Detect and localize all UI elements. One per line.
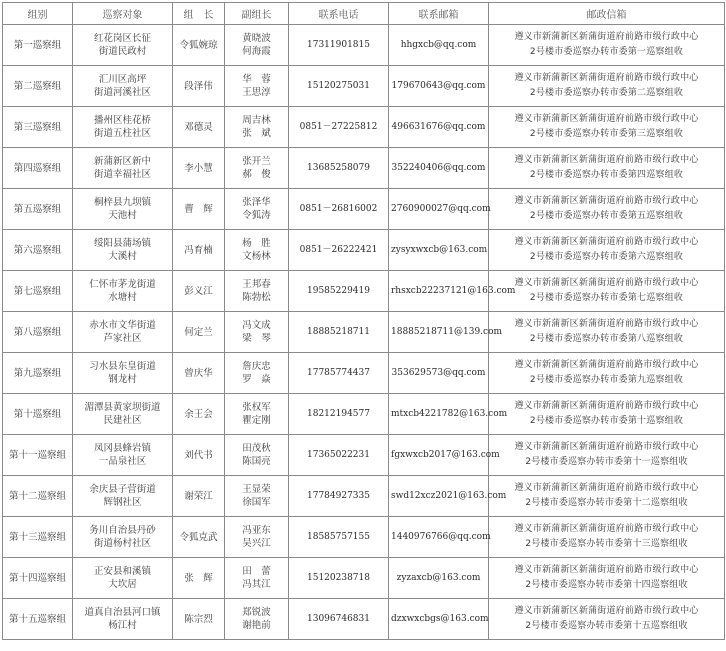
address-recipient: 第十五巡察组收	[623, 621, 688, 631]
deputy-name: 何海霞	[242, 46, 271, 57]
email-cell: hhgxcb@qq.com	[389, 25, 489, 66]
target-line: 街道民政村	[98, 46, 147, 57]
leader-cell: 张 辉	[173, 558, 225, 599]
target-line: 街道五柱社区	[93, 128, 151, 139]
address-prefix: 2号楼市委巡察办转市委	[525, 498, 624, 508]
group-cell: 第二巡察组	[3, 66, 73, 107]
address-line: 遵义市新蒲新区新蒲街道府前路市级行政中心	[514, 237, 699, 247]
address-line	[491, 414, 722, 429]
group-cell: 第十三巡察组	[3, 517, 73, 558]
email-cell: 353629573@qq.com	[389, 353, 489, 394]
email-cell: 352240406@qq.com	[389, 148, 489, 189]
email-cell: 18885218711@139.com	[389, 312, 489, 353]
inspection-groups-table	[2, 2, 725, 640]
address-prefix: 2号楼市委巡察办转市委	[529, 47, 628, 57]
target-cell	[73, 271, 173, 312]
address-line: 遵义市新蒲新区新蒲街道府前路市级行政中心	[514, 278, 699, 288]
deputy-cell	[225, 107, 289, 148]
deputy-name: 瞿定刚	[242, 415, 271, 426]
header-group: 组别	[3, 3, 73, 25]
address-recipient: 第二巡察组收	[627, 88, 684, 98]
phone-cell: 0851－26222421	[289, 230, 389, 271]
leader-cell: 余王会	[173, 394, 225, 435]
postal-address-cell	[489, 189, 725, 230]
leader-cell: 彭义江	[173, 271, 225, 312]
deputy-name: 谢艳前	[242, 620, 271, 631]
address-recipient: 第十三巡察组收	[623, 539, 688, 549]
table-row	[3, 517, 725, 558]
postal-address-cell	[489, 25, 725, 66]
address-line	[491, 537, 722, 552]
leader-cell: 李小慧	[173, 148, 225, 189]
postal-address-cell	[489, 599, 725, 640]
table-row	[3, 230, 725, 271]
group-cell: 第五巡察组	[3, 189, 73, 230]
deputy-name: 黄晓波	[242, 33, 271, 44]
postal-address-cell	[489, 107, 725, 148]
target-line: 凤冈县蜂岩镇	[93, 443, 151, 454]
address-line: 遵义市新蒲新区新蒲街道府前路市级行政中心	[514, 73, 699, 83]
deputy-name: 张泽华	[242, 197, 271, 208]
deputy-name: 罗 焱	[242, 374, 271, 385]
email-cell: fgxwxcb2017@163.com	[389, 435, 489, 476]
target-line: 桐梓县九坝镇	[93, 197, 151, 208]
target-cell	[73, 599, 173, 640]
target-cell	[73, 435, 173, 476]
postal-address-cell	[489, 517, 725, 558]
phone-cell: 17785774437	[289, 353, 389, 394]
postal-address-cell	[489, 148, 725, 189]
email-cell: 2760900027@qq.com	[389, 189, 489, 230]
deputy-name: 冯其江	[242, 579, 271, 590]
target-line: 街道杨村社区	[93, 538, 151, 549]
target-line: 习水县东皇街道	[89, 361, 156, 372]
phone-cell: 18885218711	[289, 312, 389, 353]
deputy-cell	[225, 517, 289, 558]
postal-address-cell	[489, 435, 725, 476]
target-line: 红花岗区长征	[93, 33, 151, 44]
address-line	[491, 209, 722, 224]
address-prefix: 2号楼市委巡察办转市委	[529, 416, 628, 426]
table-row	[3, 435, 725, 476]
address-line	[491, 373, 722, 388]
address-line	[491, 578, 722, 593]
target-cell	[73, 476, 173, 517]
table-row	[3, 312, 725, 353]
phone-cell: 17311901815	[289, 25, 389, 66]
phone-cell: 13685258079	[289, 148, 389, 189]
address-line: 遵义市新蒲新区新蒲街道府前路市级行政中心	[514, 483, 699, 493]
leader-cell: 曾庆华	[173, 353, 225, 394]
address-recipient: 第四巡察组收	[627, 170, 684, 180]
leader-cell: 何定兰	[173, 312, 225, 353]
group-cell: 第十四巡察组	[3, 558, 73, 599]
table-row	[3, 271, 725, 312]
deputy-cell	[225, 25, 289, 66]
address-line: 遵义市新蒲新区新蒲街道府前路市级行政中心	[514, 360, 699, 370]
postal-address-cell	[489, 394, 725, 435]
target-cell	[73, 230, 173, 271]
header-email: 联系邮箱	[389, 3, 489, 25]
address-prefix: 2号楼市委巡察办转市委	[525, 621, 624, 631]
target-line: 天池村	[108, 210, 137, 221]
phone-cell: 18212194577	[289, 394, 389, 435]
address-recipient: 第十一巡察组收	[623, 457, 688, 467]
table-row	[3, 476, 725, 517]
deputy-name: 令狐涛	[242, 210, 271, 221]
deputy-name: 陈勃松	[242, 292, 271, 303]
target-line: 街道河溪社区	[93, 87, 151, 98]
address-line: 遵义市新蒲新区新蒲街道府前路市级行政中心	[514, 524, 699, 534]
phone-cell: 19585229419	[289, 271, 389, 312]
group-cell: 第四巡察组	[3, 148, 73, 189]
target-line: 正安县和溪镇	[93, 566, 151, 577]
deputy-name: 王显荣	[242, 484, 271, 495]
group-cell: 第六巡察组	[3, 230, 73, 271]
address-line: 遵义市新蒲新区新蒲街道府前路市级行政中心	[514, 155, 699, 165]
target-cell	[73, 394, 173, 435]
deputy-name: 冯亚东	[242, 525, 271, 536]
group-cell: 第十二巡察组	[3, 476, 73, 517]
address-line	[491, 250, 722, 265]
address-recipient: 第五巡察组收	[627, 211, 684, 221]
header-postal: 邮政信箱	[489, 3, 725, 25]
target-line: 绥阳县蒲场镇	[93, 238, 151, 249]
address-line	[491, 332, 722, 347]
postal-address-cell	[489, 230, 725, 271]
deputy-cell	[225, 189, 289, 230]
group-cell: 第九巡察组	[3, 353, 73, 394]
address-line	[491, 127, 722, 142]
address-prefix: 2号楼市委巡察办转市委	[529, 293, 628, 303]
deputy-name: 郝 俊	[242, 169, 271, 180]
deputy-name: 田茂秋	[242, 443, 271, 454]
deputy-cell	[225, 148, 289, 189]
address-line: 遵义市新蒲新区新蒲街道府前路市级行政中心	[514, 442, 699, 452]
target-line: 播州区桂花桥	[93, 115, 151, 126]
header-row	[3, 3, 725, 25]
address-line: 遵义市新蒲新区新蒲街道府前路市级行政中心	[514, 565, 699, 575]
phone-cell: 15120275031	[289, 66, 389, 107]
deputy-name: 王思淳	[242, 87, 271, 98]
phone-cell: 13096746831	[289, 599, 389, 640]
target-cell	[73, 353, 173, 394]
deputy-cell	[225, 312, 289, 353]
phone-cell: 17365022231	[289, 435, 389, 476]
target-line: 新蒲新区新中	[93, 156, 151, 167]
group-cell: 第八巡察组	[3, 312, 73, 353]
postal-address-cell	[489, 558, 725, 599]
address-line	[491, 496, 722, 511]
leader-cell: 邓德灵	[173, 107, 225, 148]
leader-cell: 曹 辉	[173, 189, 225, 230]
address-recipient: 第一巡察组收	[627, 47, 684, 57]
postal-address-cell	[489, 271, 725, 312]
table-row	[3, 599, 725, 640]
address-prefix: 2号楼市委巡察办转市委	[529, 129, 628, 139]
address-line: 遵义市新蒲新区新蒲街道府前路市级行政中心	[514, 401, 699, 411]
address-recipient: 第九巡察组收	[627, 375, 684, 385]
email-cell: zysyxwxcb@163.com	[389, 230, 489, 271]
address-line: 遵义市新蒲新区新蒲街道府前路市级行政中心	[514, 196, 699, 206]
email-cell: zyzaxcb@163.com	[389, 558, 489, 599]
leader-cell: 段泽伟	[173, 66, 225, 107]
target-line: 钢龙村	[108, 374, 137, 385]
table-row	[3, 25, 725, 66]
deputy-cell	[225, 394, 289, 435]
postal-address-cell	[489, 312, 725, 353]
postal-address-cell	[489, 353, 725, 394]
deputy-name: 吴兴江	[242, 538, 271, 549]
leader-cell: 令狐克武	[173, 517, 225, 558]
email-cell: 496631676@qq.com	[389, 107, 489, 148]
deputy-cell	[225, 558, 289, 599]
address-recipient: 第七巡察组收	[627, 293, 684, 303]
target-cell	[73, 107, 173, 148]
group-cell: 第十五巡察组	[3, 599, 73, 640]
address-recipient: 第三巡察组收	[627, 129, 684, 139]
deputy-name: 陈国亮	[242, 456, 271, 467]
phone-cell: 17784927335	[289, 476, 389, 517]
phone-cell: 18585757155	[289, 517, 389, 558]
target-cell	[73, 517, 173, 558]
address-recipient: 第十巡察组收	[627, 416, 684, 426]
postal-address-cell	[489, 476, 725, 517]
target-line: 道真自治县河口镇	[84, 607, 161, 618]
address-prefix: 2号楼市委巡察办转市委	[529, 211, 628, 221]
deputy-cell	[225, 353, 289, 394]
deputy-cell	[225, 599, 289, 640]
target-line: 赤水市文华街道	[89, 320, 156, 331]
target-line: 务川自治县丹砂	[89, 525, 156, 536]
target-line: 芦家社区	[103, 333, 142, 344]
header-leader: 组 长	[173, 3, 225, 25]
deputy-cell	[225, 435, 289, 476]
table-row	[3, 66, 725, 107]
email-cell: swd12xcz2021@163.com	[389, 476, 489, 517]
phone-cell: 0851－26816002	[289, 189, 389, 230]
email-cell: 1440976766@qq.com	[389, 517, 489, 558]
deputy-name: 徐国军	[242, 497, 271, 508]
target-line: 大溪村	[108, 251, 137, 262]
table-row	[3, 107, 725, 148]
target-cell	[73, 558, 173, 599]
address-prefix: 2号楼市委巡察办转市委	[525, 539, 624, 549]
leader-cell: 谢荣江	[173, 476, 225, 517]
address-prefix: 2号楼市委巡察办转市委	[529, 88, 628, 98]
address-prefix: 2号楼市委巡察办转市委	[525, 580, 624, 590]
leader-cell: 陈宗烈	[173, 599, 225, 640]
phone-cell: 15120238718	[289, 558, 389, 599]
deputy-name: 周吉林	[242, 115, 271, 126]
deputy-name: 梁 琴	[242, 333, 271, 344]
postal-address-cell	[489, 66, 725, 107]
deputy-name: 杨 胜	[242, 238, 271, 249]
deputy-cell	[225, 271, 289, 312]
table-row	[3, 189, 725, 230]
leader-cell: 冯育楠	[173, 230, 225, 271]
deputy-name: 王邦春	[242, 279, 271, 290]
deputy-cell	[225, 230, 289, 271]
target-line: 一品泉社区	[98, 456, 147, 467]
header-phone: 联系电话	[289, 3, 389, 25]
email-cell: 179670643@qq.com	[389, 66, 489, 107]
table-row	[3, 394, 725, 435]
address-line	[491, 168, 722, 183]
address-line	[491, 455, 722, 470]
group-cell: 第十一巡察组	[3, 435, 73, 476]
deputy-name: 张开兰	[242, 156, 271, 167]
address-line: 遵义市新蒲新区新蒲街道府前路市级行政中心	[514, 114, 699, 124]
leader-cell: 刘代书	[173, 435, 225, 476]
address-recipient: 第八巡察组收	[627, 334, 684, 344]
table-row	[3, 148, 725, 189]
target-line: 仁怀市茅龙街道	[89, 279, 156, 290]
target-line: 大坎居	[108, 579, 137, 590]
target-line: 辉钢社区	[103, 497, 142, 508]
target-cell	[73, 148, 173, 189]
group-cell: 第十巡察组	[3, 394, 73, 435]
group-cell: 第三巡察组	[3, 107, 73, 148]
header-target: 巡察对象	[73, 3, 173, 25]
address-prefix: 2号楼市委巡察办转市委	[529, 252, 628, 262]
address-line: 遵义市新蒲新区新蒲街道府前路市级行政中心	[514, 319, 699, 329]
deputy-cell	[225, 66, 289, 107]
target-line: 湄潭县黄家坝街道	[84, 402, 161, 413]
address-line: 遵义市新蒲新区新蒲街道府前路市级行政中心	[514, 32, 699, 42]
deputy-name: 田 蕾	[242, 566, 271, 577]
address-recipient: 第十四巡察组收	[623, 580, 688, 590]
target-line: 余庆县子营街道	[89, 484, 156, 495]
target-line: 汇川区高坪	[98, 74, 147, 85]
target-line: 杨江村	[108, 620, 137, 631]
target-cell	[73, 66, 173, 107]
target-line: 街道幸福社区	[93, 169, 151, 180]
deputy-name: 詹庆忠	[242, 361, 271, 372]
address-line	[491, 86, 722, 101]
deputy-name: 郑锐波	[242, 607, 271, 618]
deputy-cell	[225, 476, 289, 517]
deputy-name: 文杨林	[242, 251, 271, 262]
address-line: 遵义市新蒲新区新蒲街道府前路市级行政中心	[514, 606, 699, 616]
address-line	[491, 619, 722, 634]
address-prefix: 2号楼市委巡察办转市委	[525, 457, 624, 467]
group-cell: 第七巡察组	[3, 271, 73, 312]
address-prefix: 2号楼市委巡察办转市委	[529, 375, 628, 385]
email-cell: dzxwxcbgs@163.com	[389, 599, 489, 640]
target-line: 水塘村	[108, 292, 137, 303]
target-cell	[73, 189, 173, 230]
leader-cell: 令狐婉琼	[173, 25, 225, 66]
address-prefix: 2号楼市委巡察办转市委	[529, 170, 628, 180]
target-cell	[73, 312, 173, 353]
address-recipient: 第六巡察组收	[627, 252, 684, 262]
address-line	[491, 291, 722, 306]
table-row	[3, 353, 725, 394]
deputy-name: 张权军	[242, 402, 271, 413]
table-row	[3, 558, 725, 599]
address-line	[491, 45, 722, 60]
header-deputy: 副组长	[225, 3, 289, 25]
address-prefix: 2号楼市委巡察办转市委	[529, 334, 628, 344]
email-cell: mtxcb4221782@163.com	[389, 394, 489, 435]
address-recipient: 第十二巡察组收	[623, 498, 688, 508]
target-line: 民建社区	[103, 415, 142, 426]
deputy-name: 张 斌	[242, 128, 271, 139]
phone-cell: 0851－27225812	[289, 107, 389, 148]
email-cell: rhsxcb22237121@163.com	[389, 271, 489, 312]
deputy-name: 冯文成	[242, 320, 271, 331]
target-cell	[73, 25, 173, 66]
group-cell: 第一巡察组	[3, 25, 73, 66]
deputy-name: 华 蓉	[242, 74, 271, 85]
